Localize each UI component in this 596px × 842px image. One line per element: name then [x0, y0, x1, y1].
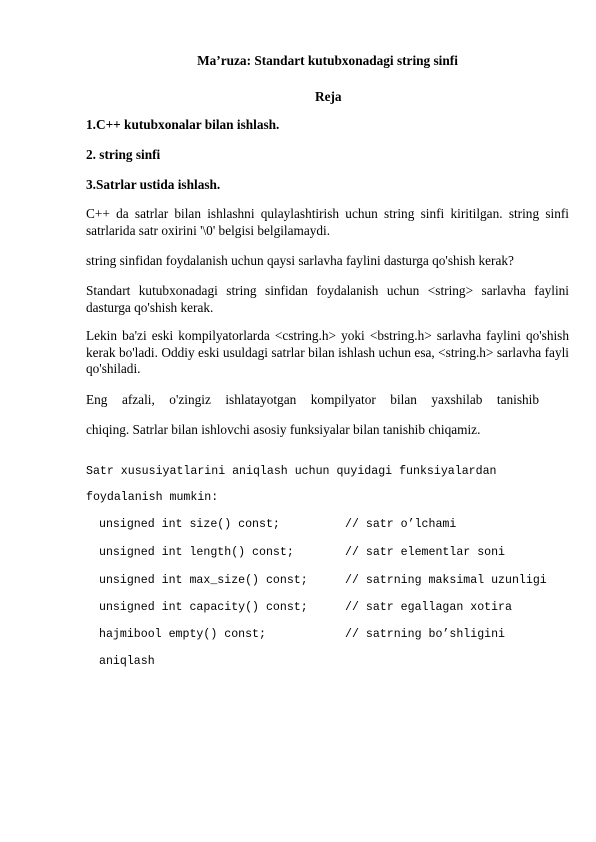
- code-line-size: [99, 518, 569, 532]
- outline-item-1: 1.C++ kutubxonalar bilan ishlash.: [86, 117, 280, 132]
- code-comment: // satr egallagan xotira: [345, 601, 512, 614]
- code-declaration: unsigned int capacity() const;: [99, 601, 308, 614]
- paragraph-advice-line-1: Eng afzali, o'zingiz ishlatayotgan kompilyator bilan yaxshilab tanishib: [86, 392, 539, 407]
- code-trailer: aniqlash: [99, 655, 155, 668]
- paragraph-string-class-intro: C++ da satrlar bilan ishlashni qulaylashtirish uchun string sinfi kiritilgan. string sinfi satrlarida satr oxirini '\0' belgisi belgilamaydi.: [86, 206, 569, 238]
- code-line-empty: [99, 628, 569, 642]
- code-line-length: [99, 546, 569, 560]
- code-comment: // satr o’lchami: [345, 518, 457, 531]
- code-declaration: hajmibool empty() const;: [99, 628, 266, 641]
- paragraph-question: string sinfidan foydalanish uchun qaysi sarlavha faylini dasturga qo'shish kerak?: [86, 253, 514, 268]
- paragraph-old-compilers: Lekin ba'zi eski kompilyatorlarda <cstring.h> yoki <bstring.h> sarlavha faylini qo'shish kerak bo'ladi. Oddiy eski usuldagi satrlar bilan ishlash uchun esa, <string.h> sarlavha fayli qo'shiladi.: [86, 328, 569, 376]
- code-comment: // satr elementlar soni: [345, 546, 506, 559]
- paragraph-advice-line-2: chiqing. Satrlar bilan ishlovchi asosiy funksiyalar bilan tanishib chiqamiz.: [86, 422, 481, 437]
- code-comment: // satrning bo’shligini: [345, 628, 506, 641]
- outline-item-2: 2. string sinfi: [86, 147, 161, 162]
- plan-heading: Reja: [315, 89, 342, 104]
- paragraph-header-file: Standart kutubxonadagi string sinfidan foydalanish uchun <string> sarlavha faylini dasturga qo'shish kerak.: [86, 283, 569, 315]
- code-declaration: unsigned int max_size() const;: [99, 574, 308, 587]
- code-comment: // satrning maksimal uzunligi: [345, 574, 547, 587]
- code-line-max-size: [99, 574, 569, 588]
- outline-item-3: 3.Satrlar ustida ishlash.: [86, 177, 221, 192]
- code-intro-line-2: foydalanish mumkin:: [86, 491, 219, 504]
- code-line-capacity: [99, 601, 569, 615]
- code-declaration: unsigned int length() const;: [99, 546, 294, 559]
- document-title: Ma’ruza: Standart kutubxonadagi string sinfi: [197, 53, 458, 68]
- code-intro-line-1: Satr xususiyatlarini aniqlash uchun quyidagi funksiyalardan: [86, 465, 497, 478]
- code-declaration: unsigned int size() const;: [99, 518, 280, 531]
